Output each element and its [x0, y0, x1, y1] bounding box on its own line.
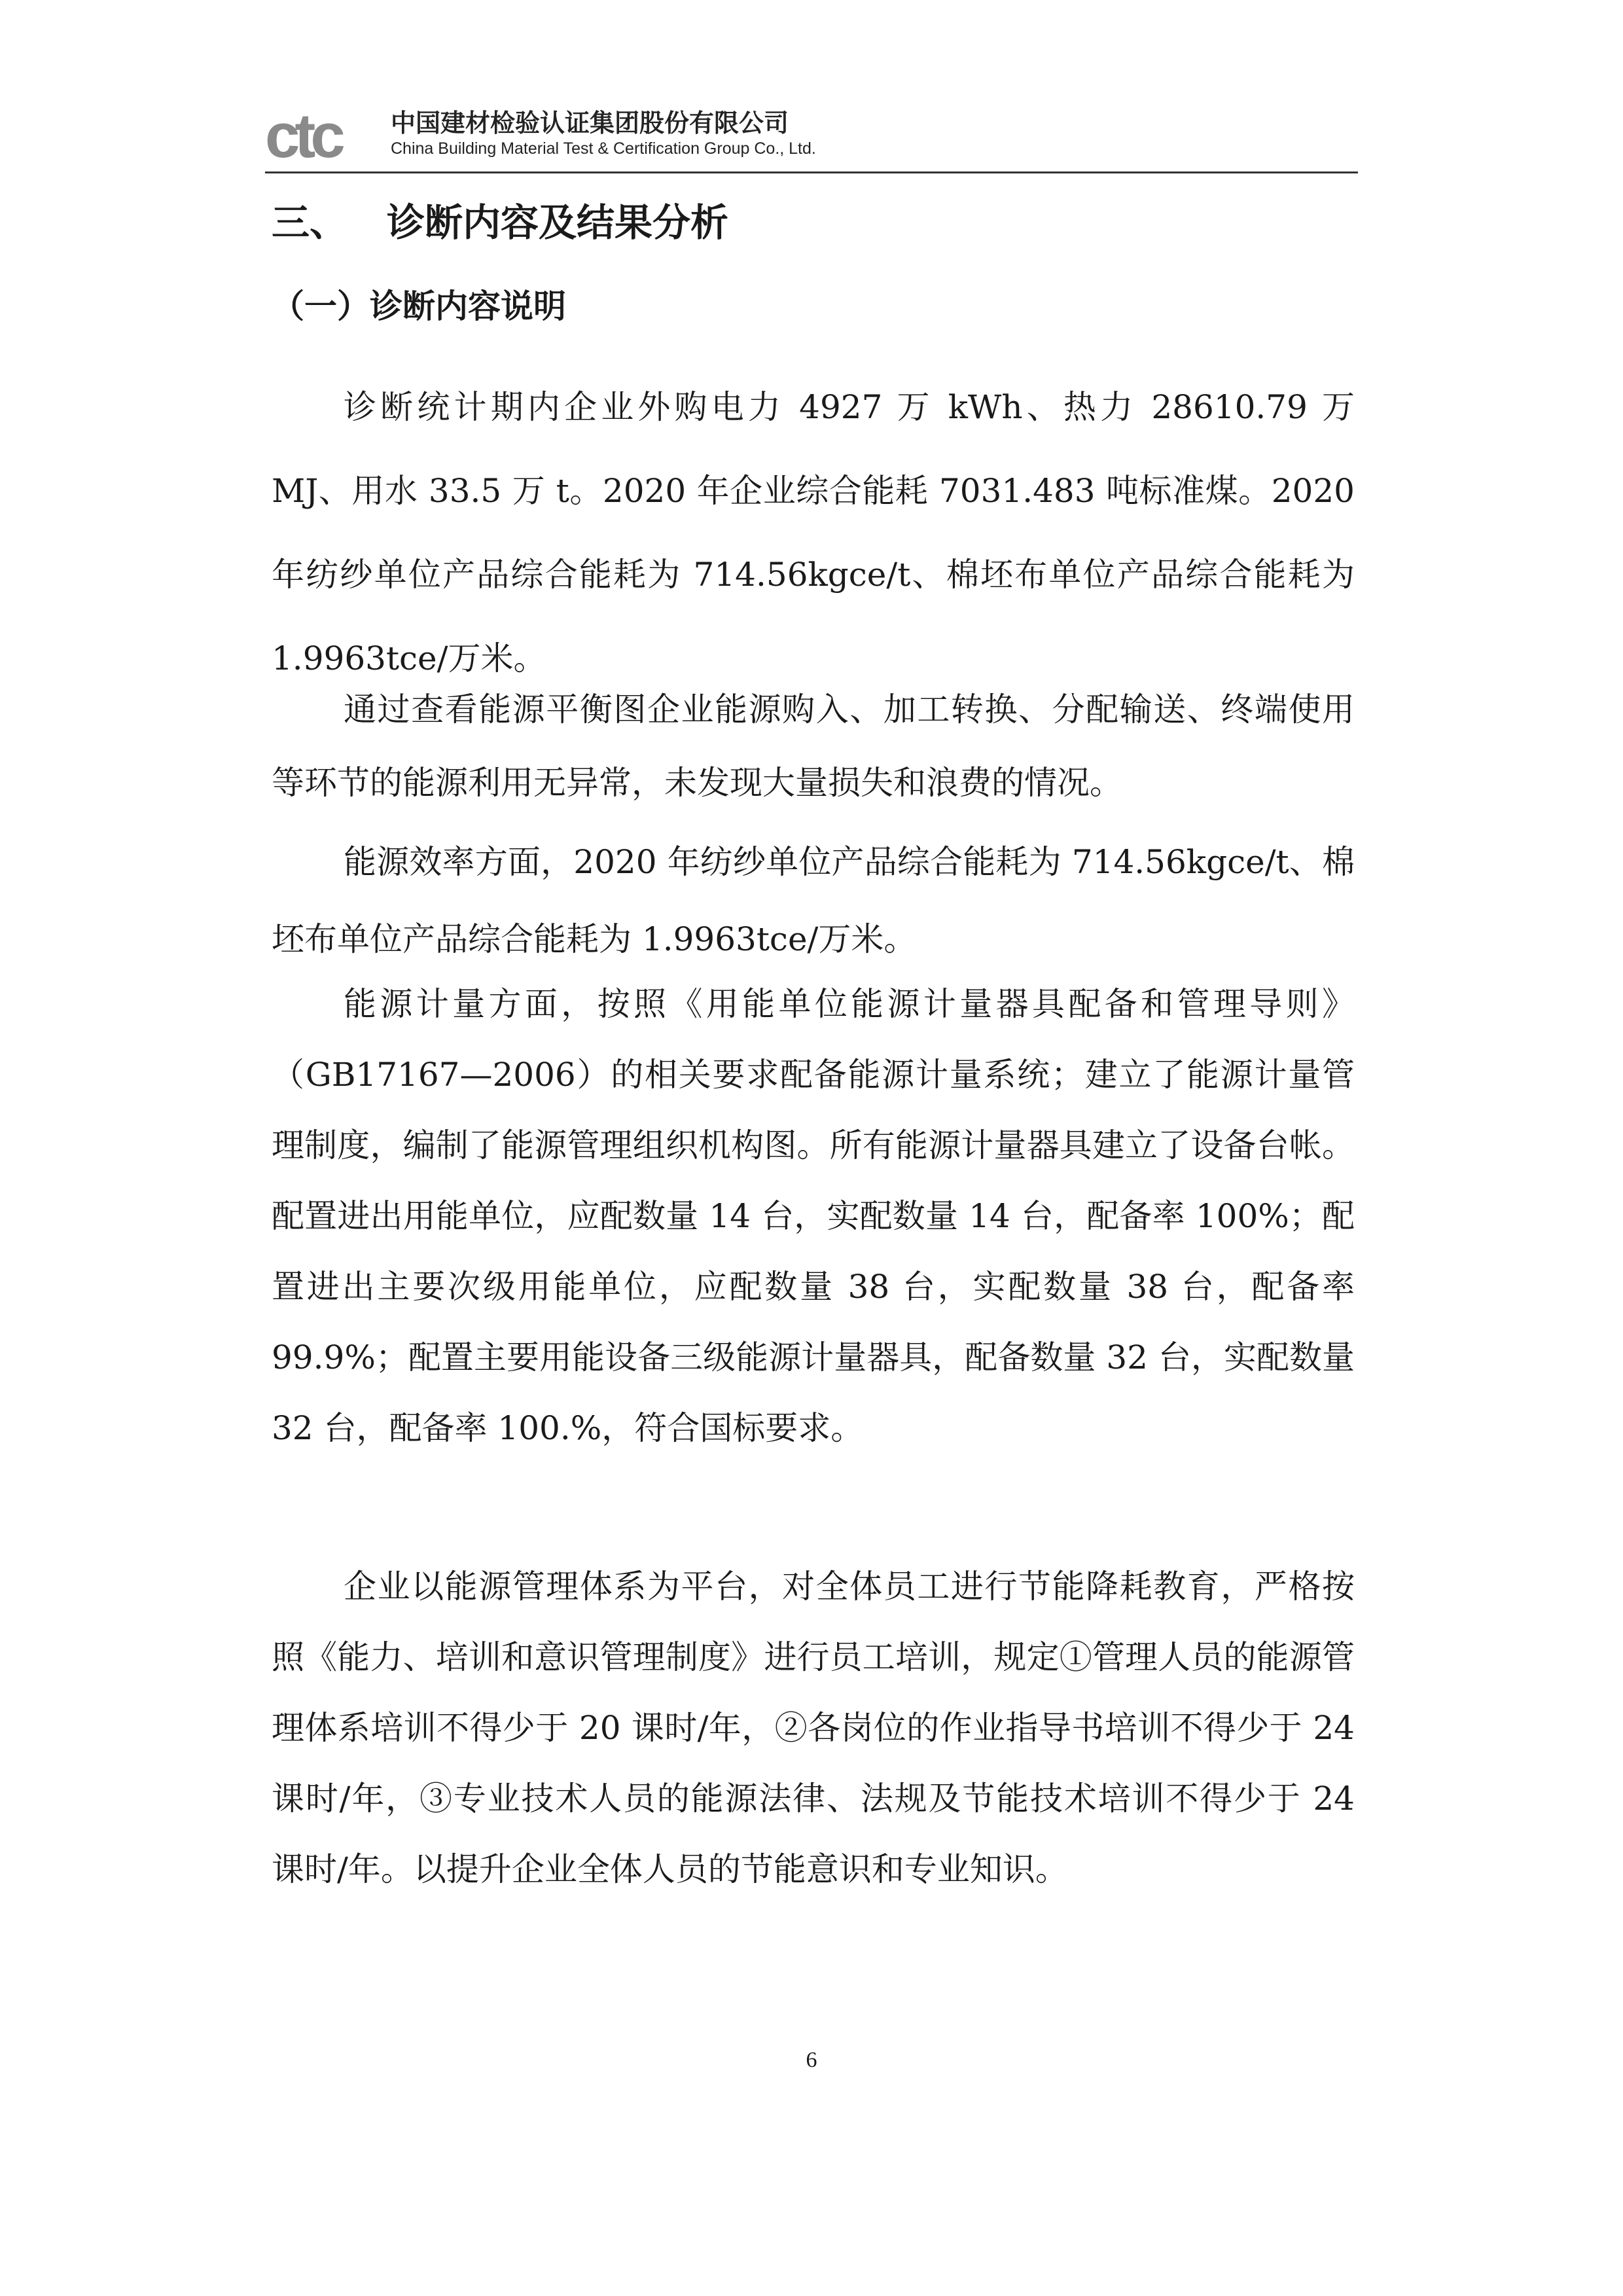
company-name-en: China Building Material Test & Certification Group Co., Ltd.: [391, 139, 816, 158]
paragraph-staff-training: 企业以能源管理体系为平台，对全体员工进行节能降耗教育，严格按照《能力、培训和意识管理制度》进行员工培训，规定①管理人员的能源管理体系培训不得少于 20 课时/年，②各岗位的作业指导书培训不得少于 24 课时/年，③专业技术人员的能源法律、法规及节能技术培训不得少于 24 课时/年。以提升企业全体人员的节能意识和专业知识。: [272, 1568, 1355, 1888]
section-number: 三、: [272, 200, 348, 245]
header-divider: [265, 171, 1358, 173]
paragraph-energy-efficiency: 能源效率方面，2020 年纺纱单位产品综合能耗为 714.56kgce/t、棉坯布单位产品综合能耗为 1.9963tce/万米。: [272, 843, 1355, 958]
paragraph-energy-metering: 能源计量方面，按照《用能单位能源计量器具配备和管理导则》（GB17167—2006）的相关要求配备能源计量系统；建立了能源计量管理制度，编制了能源管理组织机构图。所有能源计量器具建立了设备台帐。配置进出用能单位，应配数量 14 台，实配数量 14 台，配备率 100%；配置进出主要次级用能单位，应配数量 38 台，实配数量 38 台，配备率 99.9%；配置主要用能设备三级能源计量器具，配备数量 32 台，实配数量 32 台，配备率 100.%，符合国标要求。: [272, 985, 1355, 1447]
paragraph-energy-consumption: 诊断统计期内企业外购电力 4927 万 kWh、热力 28610.79 万 MJ、用水 33.5 万 t。2020 年企业综合能耗 7031.483 吨标准煤。2020 年纺纱单位产品综合能耗为 714.56kgce/t、棉坯布单位产品综合能耗为 1.9963tce/万米。: [272, 388, 1355, 677]
page-header: [265, 98, 1364, 170]
subsection-heading: （一）诊断内容说明: [272, 287, 566, 325]
company-name-cn: 中国建材检验认证集团股份有限公司: [391, 109, 789, 137]
section-heading: [272, 196, 728, 249]
page-number: 6: [806, 2048, 817, 2072]
paragraph-energy-balance: 通过查看能源平衡图企业能源购入、加工转换、分配输送、终端使用等环节的能源利用无异常，未发现大量损失和浪费的情况。: [272, 691, 1355, 802]
ctc-logo: ctc: [265, 101, 340, 171]
section-title: 诊断内容及结果分析: [387, 200, 729, 245]
